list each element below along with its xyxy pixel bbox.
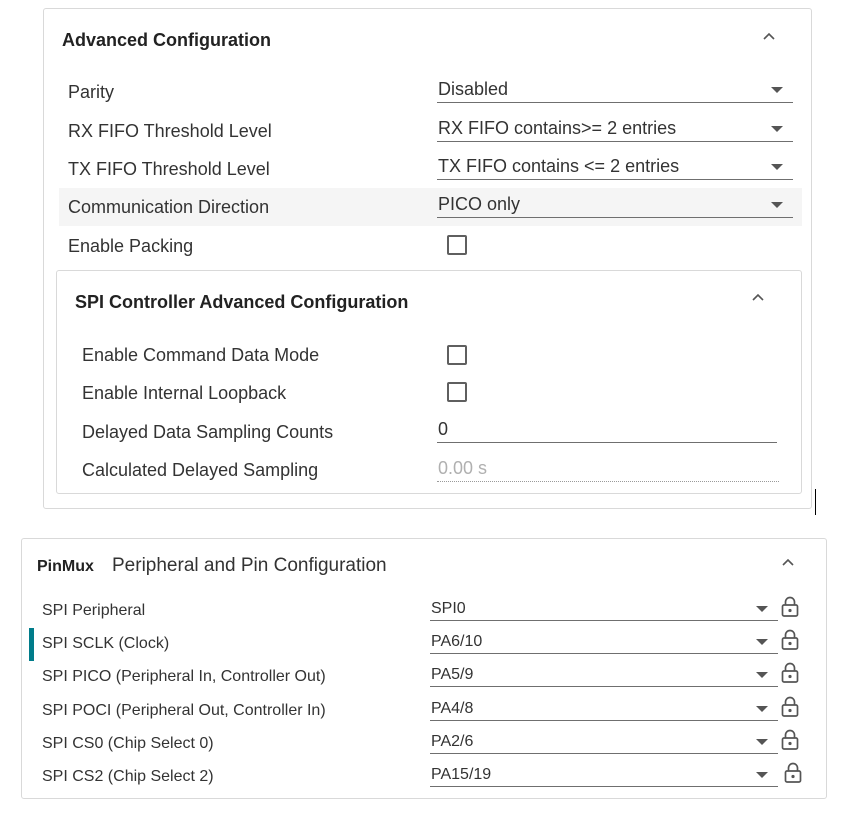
parity-label: Parity — [68, 82, 115, 102]
rx-fifo-threshold-select[interactable] — [437, 117, 793, 142]
parity-select[interactable] — [437, 78, 793, 103]
collapse-chevron-up-icon[interactable] — [751, 291, 765, 305]
advanced-configuration-title: Advanced Configuration — [62, 30, 272, 50]
calculated-delayed-sampling-readonly — [437, 458, 779, 482]
enable-packing-checkbox[interactable] — [447, 235, 467, 255]
lock-icon[interactable] — [781, 629, 799, 651]
spi-poci-label: SPI POCI (Peripheral Out, Controller In) — [42, 702, 326, 719]
chevron-down-icon — [771, 126, 783, 132]
spi-poci-value: PA4/8 — [431, 700, 474, 717]
collapse-chevron-up-icon[interactable] — [781, 556, 795, 570]
chevron-down-icon — [756, 772, 768, 778]
delayed-data-sampling-counts-value: 0 — [438, 419, 449, 439]
spi-cs2-select[interactable] — [430, 763, 778, 787]
spi-cs2-value: PA15/19 — [431, 766, 492, 783]
chevron-down-icon — [756, 639, 768, 645]
delayed-data-sampling-counts-input[interactable] — [437, 419, 777, 443]
text-cursor — [815, 489, 816, 515]
spi-sclk-select[interactable] — [430, 630, 778, 654]
communication-direction-label: Communication Direction — [68, 197, 270, 217]
tx-fifo-threshold-value: TX FIFO contains <= 2 entries — [438, 156, 680, 176]
enable-command-data-mode-label: Enable Command Data Mode — [82, 345, 320, 365]
lock-icon[interactable] — [781, 596, 799, 618]
spi-cs0-value: PA2/6 — [431, 733, 474, 750]
rx-fifo-threshold-value: RX FIFO contains>= 2 entries — [438, 118, 677, 138]
spi-pico-value: PA5/9 — [431, 666, 474, 683]
spi-sclk-value: PA6/10 — [431, 633, 483, 650]
spi-sclk-label: SPI SCLK (Clock) — [42, 635, 170, 652]
calculated-delayed-sampling-value: 0.00 s — [438, 458, 488, 478]
chevron-down-icon — [771, 164, 783, 170]
collapse-chevron-up-icon[interactable] — [762, 30, 776, 44]
lock-icon[interactable] — [784, 762, 802, 784]
chevron-down-icon — [771, 202, 783, 208]
lock-icon[interactable] — [781, 696, 799, 718]
spi-pico-label: SPI PICO (Peripheral In, Controller Out) — [42, 668, 326, 685]
communication-direction-select[interactable] — [437, 193, 793, 218]
spi-peripheral-select[interactable] — [430, 597, 778, 621]
tx-fifo-threshold-label: TX FIFO Threshold Level — [68, 159, 270, 179]
chevron-down-icon — [756, 706, 768, 712]
spi-pico-select[interactable] — [430, 663, 778, 687]
delayed-data-sampling-counts-label: Delayed Data Sampling Counts — [82, 422, 334, 442]
selected-row-indicator — [29, 628, 34, 661]
spi-poci-select[interactable] — [430, 697, 778, 721]
enable-command-data-mode-checkbox[interactable] — [447, 345, 467, 365]
parity-value: Disabled — [438, 79, 509, 99]
spi-peripheral-value: SPI0 — [431, 600, 466, 617]
spi-cs0-select[interactable] — [430, 730, 778, 754]
chevron-down-icon — [756, 739, 768, 745]
tx-fifo-threshold-select[interactable] — [437, 155, 793, 180]
spi-cs2-label: SPI CS2 (Chip Select 2) — [42, 768, 214, 785]
lock-icon[interactable] — [781, 729, 799, 751]
spi-cs0-label: SPI CS0 (Chip Select 0) — [42, 735, 214, 752]
rx-fifo-threshold-label: RX FIFO Threshold Level — [68, 121, 272, 141]
chevron-down-icon — [756, 606, 768, 612]
chevron-down-icon — [771, 87, 783, 93]
pinmux-tag: PinMux — [37, 558, 94, 575]
spi-peripheral-label: SPI Peripheral — [42, 602, 146, 619]
communication-direction-value: PICO only — [438, 194, 521, 214]
spi-controller-advanced-title: SPI Controller Advanced Configuration — [75, 292, 409, 312]
pinmux-title: Peripheral and Pin Configuration — [112, 555, 387, 576]
lock-icon[interactable] — [781, 662, 799, 684]
chevron-down-icon — [756, 672, 768, 678]
calculated-delayed-sampling-label: Calculated Delayed Sampling — [82, 460, 319, 480]
enable-packing-label: Enable Packing — [68, 236, 194, 256]
enable-internal-loopback-checkbox[interactable] — [447, 382, 467, 402]
enable-internal-loopback-label: Enable Internal Loopback — [82, 383, 287, 403]
